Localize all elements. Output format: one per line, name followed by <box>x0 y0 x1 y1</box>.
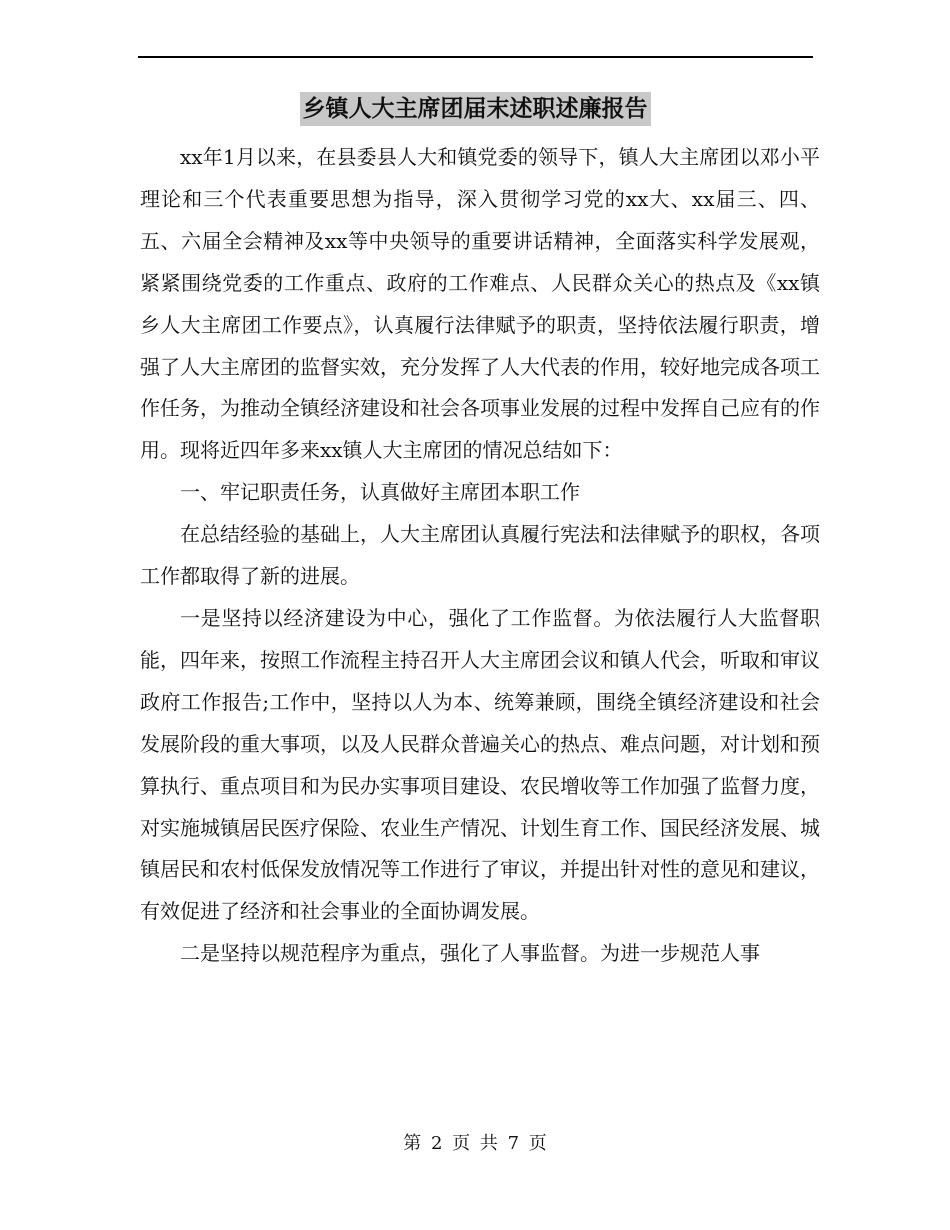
title-container <box>0 92 950 126</box>
section-heading-1: 一、牢记职责任务，认真做好主席团本职工作 <box>180 480 580 505</box>
paragraph-section-1-intro: 在总结经验的基础上，人大主席团认真履行宪法和法律赋予的职权，各项工作都取得了新的进展。 <box>140 522 820 589</box>
paragraph-point-1: 一是坚持以经济建设为中心，强化了工作监督。为依法履行人大监督职能，四年来，按照工作流程主持召开人大主席团会议和镇人代会，听取和审议政府工作报告;工作中，坚持以人为本、统筹兼顾，围绕全镇经济建设和社会发展阶段的重大事项，以及人民群众普遍关心的热点、难点问题，对计划和预算执行、重点项目和为民办实事项目建设、农民增收等工作加强了监督力度，对实施城镇居民医疗保险、农业生产情况、计划生育工作、国民经济发展、城镇居民和农村低保发放情况等工作进行了审议，并提出针对性的意见和建议，有效促进了经济和社会事业的全面协调发展。 <box>140 605 820 924</box>
page-number: 第 2 页 共 7 页 <box>403 1133 547 1154</box>
document-title: 乡镇人大主席团届末述职述廉报告 <box>300 92 651 126</box>
paragraph-intro: xx年1月以来，在县委县人大和镇党委的领导下，镇人大主席团以邓小平理论和三个代表重要思想为指导，深入贯彻学习党的xx大、xx届三、四、五、六届全会精神及xx等中央领导的重要讲话精神，全面落实科学发展观，紧紧围绕党委的工作重点、政府的工作难点、人民群众关心的热点及《xx镇乡人大主席团工作要点》，认真履行法律赋予的职责，坚持依法履行职责，增强了人大主席团的监督实效，充分发挥了人大代表的作用，较好地完成各项工作任务，为推动全镇经济建设和社会各项事业发展的过程中发挥自己应有的作用。现将近四年多来xx镇人大主席团的情况总结如下： <box>140 145 820 463</box>
paragraph-point-2: 二是坚持以规范程序为重点，强化了人事监督。为进一步规范人事 <box>180 941 760 966</box>
header-rule <box>138 56 813 58</box>
document-body <box>140 137 820 975</box>
